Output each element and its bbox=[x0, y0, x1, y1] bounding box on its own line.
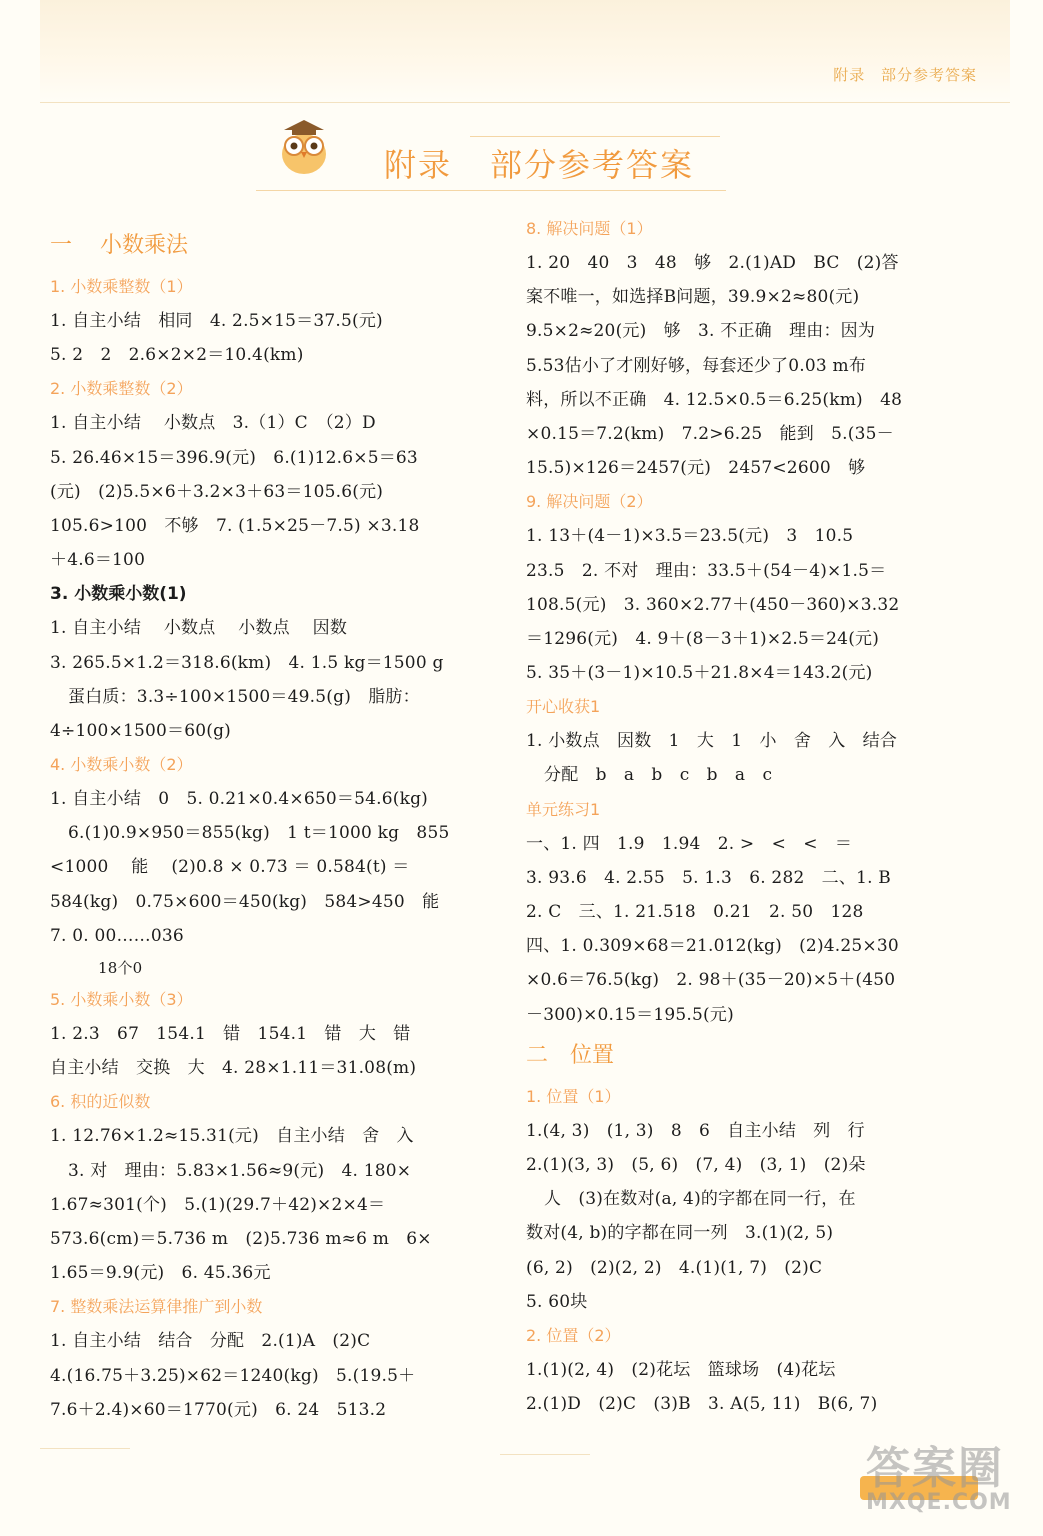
answer-line: 7.6＋2.4)×60＝1770(元) 6. 24 513.2 bbox=[50, 1399, 387, 1420]
answer-line: 一、1. 四 1.9 1.94 2. > < < ＝ bbox=[526, 833, 853, 854]
answer-line: 5. 2 2 2.6×2×2＝10.4(km) bbox=[50, 345, 304, 366]
answer-line: 1.67≈301(个) 5.(1)(29.7＋42)×2×4＝ bbox=[50, 1194, 386, 1215]
answer-line: 数对(4, b)的字都在同一列 3.(1)(2, 5) bbox=[526, 1223, 834, 1244]
answer-line: 案不唯一，如选择B问题，39.9×2≈80(元) bbox=[526, 287, 860, 308]
page-title bbox=[384, 140, 694, 186]
answer-line: 蛋白质：3.3÷100×1500＝49.5(g) 脂肪： bbox=[68, 686, 420, 707]
section-heading: 6. 积的近似数 bbox=[50, 1092, 151, 1112]
answer-line: 1. 13＋(4－1)×3.5＝23.5(元) 3 10.5 bbox=[526, 526, 854, 547]
watermark-text: 答案圈 bbox=[866, 1443, 1004, 1494]
right-answer-list bbox=[526, 212, 946, 1421]
page-title-part2: 部分参考答案 bbox=[490, 146, 695, 184]
answer-line: 1. 小数点 因数 1 大 1 小 舍 入 结合 bbox=[526, 731, 898, 752]
section-heading: 1. 小数乘整数（1） bbox=[50, 277, 193, 296]
answer-line: 5.53估小了才刚好够，每套还少了0.03 m布 bbox=[526, 355, 867, 376]
section-heading: 单元练习1 bbox=[526, 799, 601, 819]
answer-line: ＋4.6＝100 bbox=[50, 550, 146, 571]
answer-annotation: 18个0 bbox=[98, 959, 143, 977]
section-heading: 2. 小数乘整数（2） bbox=[50, 379, 193, 399]
answer-line: 3. 93.6 4. 2.55 5. 1.3 6. 282 二、1. B bbox=[526, 867, 891, 888]
answer-line: ＝1296(元) 4. 9＋(8－3＋1)×2.5＝24(元) bbox=[526, 628, 880, 649]
answer-line: ×0.15＝7.2(km) 7.2>6.25 能到 5.(35－ bbox=[526, 423, 894, 444]
footer-rule-right bbox=[500, 1454, 590, 1455]
owl-mascot-icon bbox=[270, 110, 338, 178]
answer-line: 6.(1)0.9×950＝855(kg) 1 t＝1000 kg 855 bbox=[68, 823, 450, 844]
answer-line: 人 (3)在数对(a, 4)的字都在同一行，在 bbox=[544, 1189, 856, 1210]
answer-line: 2.(1)(3, 3) (5, 6) (7, 4) (3, 1) (2)朵 bbox=[526, 1154, 866, 1175]
answer-line: 7. 0. 00……036 bbox=[50, 925, 184, 946]
section-heading: 5. 小数乘小数（3） bbox=[50, 990, 193, 1009]
answer-line: 5. 35＋(3－1)×10.5＋21.8×4＝143.2(元) bbox=[526, 663, 873, 684]
answer-line: (6, 2) (2)(2, 2) 4.(1)(1, 7) (2)C bbox=[526, 1257, 823, 1278]
answer-line: 584(kg) 0.75×600＝450(kg) 584>450 能 bbox=[50, 891, 440, 912]
section-heading: 9. 解决问题（2） bbox=[526, 492, 653, 512]
answer-line: 15.5)×126＝2457(元) 2457<2600 够 bbox=[526, 458, 866, 479]
section-heading: 2. 位置（2） bbox=[526, 1325, 621, 1345]
running-header bbox=[823, 64, 977, 85]
answer-line: 1. 自主小结 相同 4. 2.5×15＝37.5(元) bbox=[50, 311, 383, 331]
answer-line: 3. 265.5×1.2＝318.6(km) 4. 1.5 kg＝1500 g bbox=[50, 652, 444, 673]
answer-line: (元) (2)5.5×6＋3.2×3＋63＝105.6(元) bbox=[50, 481, 384, 502]
answer-line: －300)×0.15＝195.5(元) bbox=[526, 1004, 734, 1025]
answer-line: 5. 26.46×15＝396.9(元) 6.(1)12.6×5＝63 bbox=[50, 447, 418, 468]
answer-line: 1. 20 40 3 48 够 2.(1)AD BC (2)答 bbox=[526, 253, 899, 273]
chapter-heading: 二 位置 bbox=[526, 1042, 615, 1068]
chapter-heading bbox=[50, 222, 470, 270]
answer-line: 1.65＝9.9(元) 6. 45.36元 bbox=[50, 1263, 271, 1284]
title-bottom-rule bbox=[256, 190, 726, 191]
watermark-logo bbox=[866, 1432, 1036, 1530]
page-title-part1: 附录 bbox=[384, 146, 453, 184]
answer-line: 1. 2.3 67 154.1 错 154.1 错 大 错 bbox=[50, 1024, 411, 1044]
section-heading: 4. 小数乘小数（2） bbox=[50, 755, 193, 775]
answer-line: 108.5(元) 3. 360×2.77＋(450－360)×3.32 bbox=[526, 594, 900, 615]
answer-line: 2.(1)D (2)C (3)B 3. A(5, 11) B(6, 7) bbox=[526, 1394, 878, 1415]
answer-line: 1. 自主小结 小数点 小数点 因数 bbox=[50, 618, 348, 639]
answer-line: 四、1. 0.309×68＝21.012(kg) (2)4.25×30 bbox=[526, 936, 899, 957]
answer-line: 1. 自主小结 结合 分配 2.(1)A (2)C bbox=[50, 1331, 371, 1352]
section-heading: 8. 解决问题（1） bbox=[526, 219, 653, 238]
section-heading: 3. 小数乘小数(1) bbox=[50, 584, 187, 605]
answer-line: 1. 自主小结 小数点 3.（1）C （2）D bbox=[50, 413, 376, 434]
chapter-number: 一 bbox=[50, 233, 73, 258]
section-heading: 开心收获1 bbox=[526, 697, 601, 717]
answer-line: 105.6>100 不够 7. (1.5×25－7.5) ×3.18 bbox=[50, 515, 420, 536]
answer-line: 料，所以不正确 4. 12.5×0.5＝6.25(km) 48 bbox=[526, 389, 903, 410]
left-answer-list bbox=[50, 270, 470, 1427]
running-header-right: 部分参考答案 bbox=[880, 66, 977, 84]
answer-line: 573.6(cm)＝5.736 m (2)5.736 m≈6 m 6× bbox=[50, 1228, 432, 1249]
answer-line: 自主小结 交换 大 4. 28×1.11＝31.08(m) bbox=[50, 1058, 417, 1079]
chapter-name: 小数乘法 bbox=[100, 233, 189, 258]
page-top-band bbox=[40, 0, 1010, 102]
answer-line: 1. 自主小结 0 5. 0.21×0.4×650＝54.6(kg) bbox=[50, 789, 428, 810]
answer-line: 1. 12.76×1.2≈15.31(元) 自主小结 舍 入 bbox=[50, 1126, 414, 1147]
answer-line: 5. 60块 bbox=[526, 1291, 588, 1312]
answer-line: 4÷100×1500＝60(g) bbox=[50, 720, 231, 741]
answer-line: 2. C 三、1. 21.518 0.21 2. 50 128 bbox=[526, 902, 864, 922]
answer-line: 4.(16.75＋3.25)×62＝1240(kg) 5.(19.5＋ bbox=[50, 1365, 416, 1386]
running-header-left: 附录 bbox=[833, 66, 866, 84]
right-column bbox=[526, 212, 946, 1421]
answer-line: 1.(1)(2, 4) (2)花坛 篮球场 (4)花坛 bbox=[526, 1359, 836, 1380]
answer-line: 3. 对 理由：5.83×1.56≈9(元) 4. 180× bbox=[68, 1160, 412, 1181]
section-heading: 1. 位置（1） bbox=[526, 1086, 621, 1106]
footer-rule-left bbox=[40, 1448, 130, 1449]
header-divider bbox=[40, 102, 1010, 103]
answer-line: 9.5×2≈20(元) 够 3. 不正确 理由：因为 bbox=[526, 321, 876, 342]
answer-line: <1000 能 (2)0.8 × 0.73 ＝ 0.584(t) ＝ bbox=[50, 857, 410, 878]
title-top-rule bbox=[470, 136, 720, 137]
section-heading: 7. 整数乘法运算律推广到小数 bbox=[50, 1297, 263, 1317]
answer-line: 23.5 2. 不对 理由：33.5＋(54－4)×1.5＝ bbox=[526, 560, 887, 581]
watermark-url: MXQE.COM bbox=[866, 1490, 1012, 1515]
answer-line: 分配 b a b c b a c bbox=[544, 765, 773, 786]
left-column bbox=[50, 222, 470, 1427]
answer-line: 1.(4, 3) (1, 3) 8 6 自主小结 列 行 bbox=[526, 1120, 865, 1141]
answer-line: ×0.6＝76.5(kg) 2. 98＋(35－20)×5＋(450 bbox=[526, 970, 896, 991]
